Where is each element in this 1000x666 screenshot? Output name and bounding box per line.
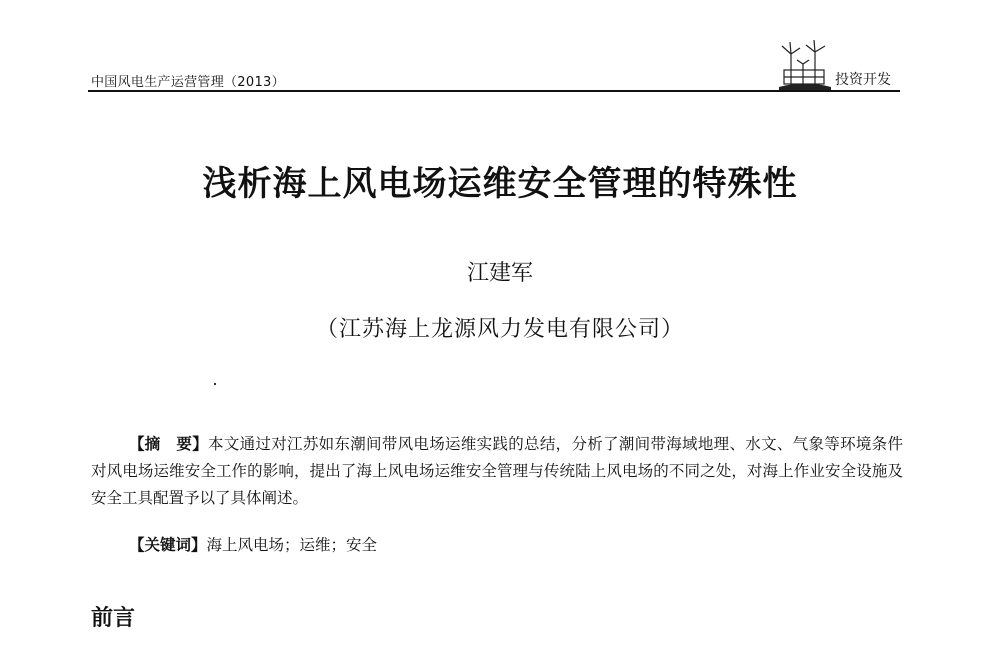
- abstract: [91, 430, 903, 512]
- abstract-label: 【摘 要】: [129, 434, 209, 453]
- print-speck: [214, 383, 216, 385]
- paper-title: 浅析海上风电场运维安全管理的特殊性: [202, 164, 798, 204]
- section-label: 投资开发: [835, 72, 891, 88]
- header-divider: [88, 90, 900, 92]
- abstract-text: 本文通过对江苏如东潮间带风电场运维实践的总结，分析了潮间带海域地理、水文、气象等环境条件对风电场运维安全工作的影响，提出了海上风电场运维安全管理与传统陆上风电场的不同之处，对海上作业安全设施及安全工具配置予以了具体阐述。: [91, 435, 903, 507]
- keywords-label: 【关键词】: [129, 535, 207, 554]
- section-heading: 前言: [91, 606, 136, 631]
- author-affiliation: （江苏海上龙源风力发电有限公司）: [315, 317, 684, 342]
- keywords: [129, 533, 377, 555]
- journal-name: 中国风电生产运营管理（2013）: [91, 75, 285, 90]
- keywords-text: 海上风电场；运维；安全: [206, 536, 378, 554]
- wind-turbine-icon: [777, 40, 833, 90]
- author-name: 江建军: [466, 261, 533, 286]
